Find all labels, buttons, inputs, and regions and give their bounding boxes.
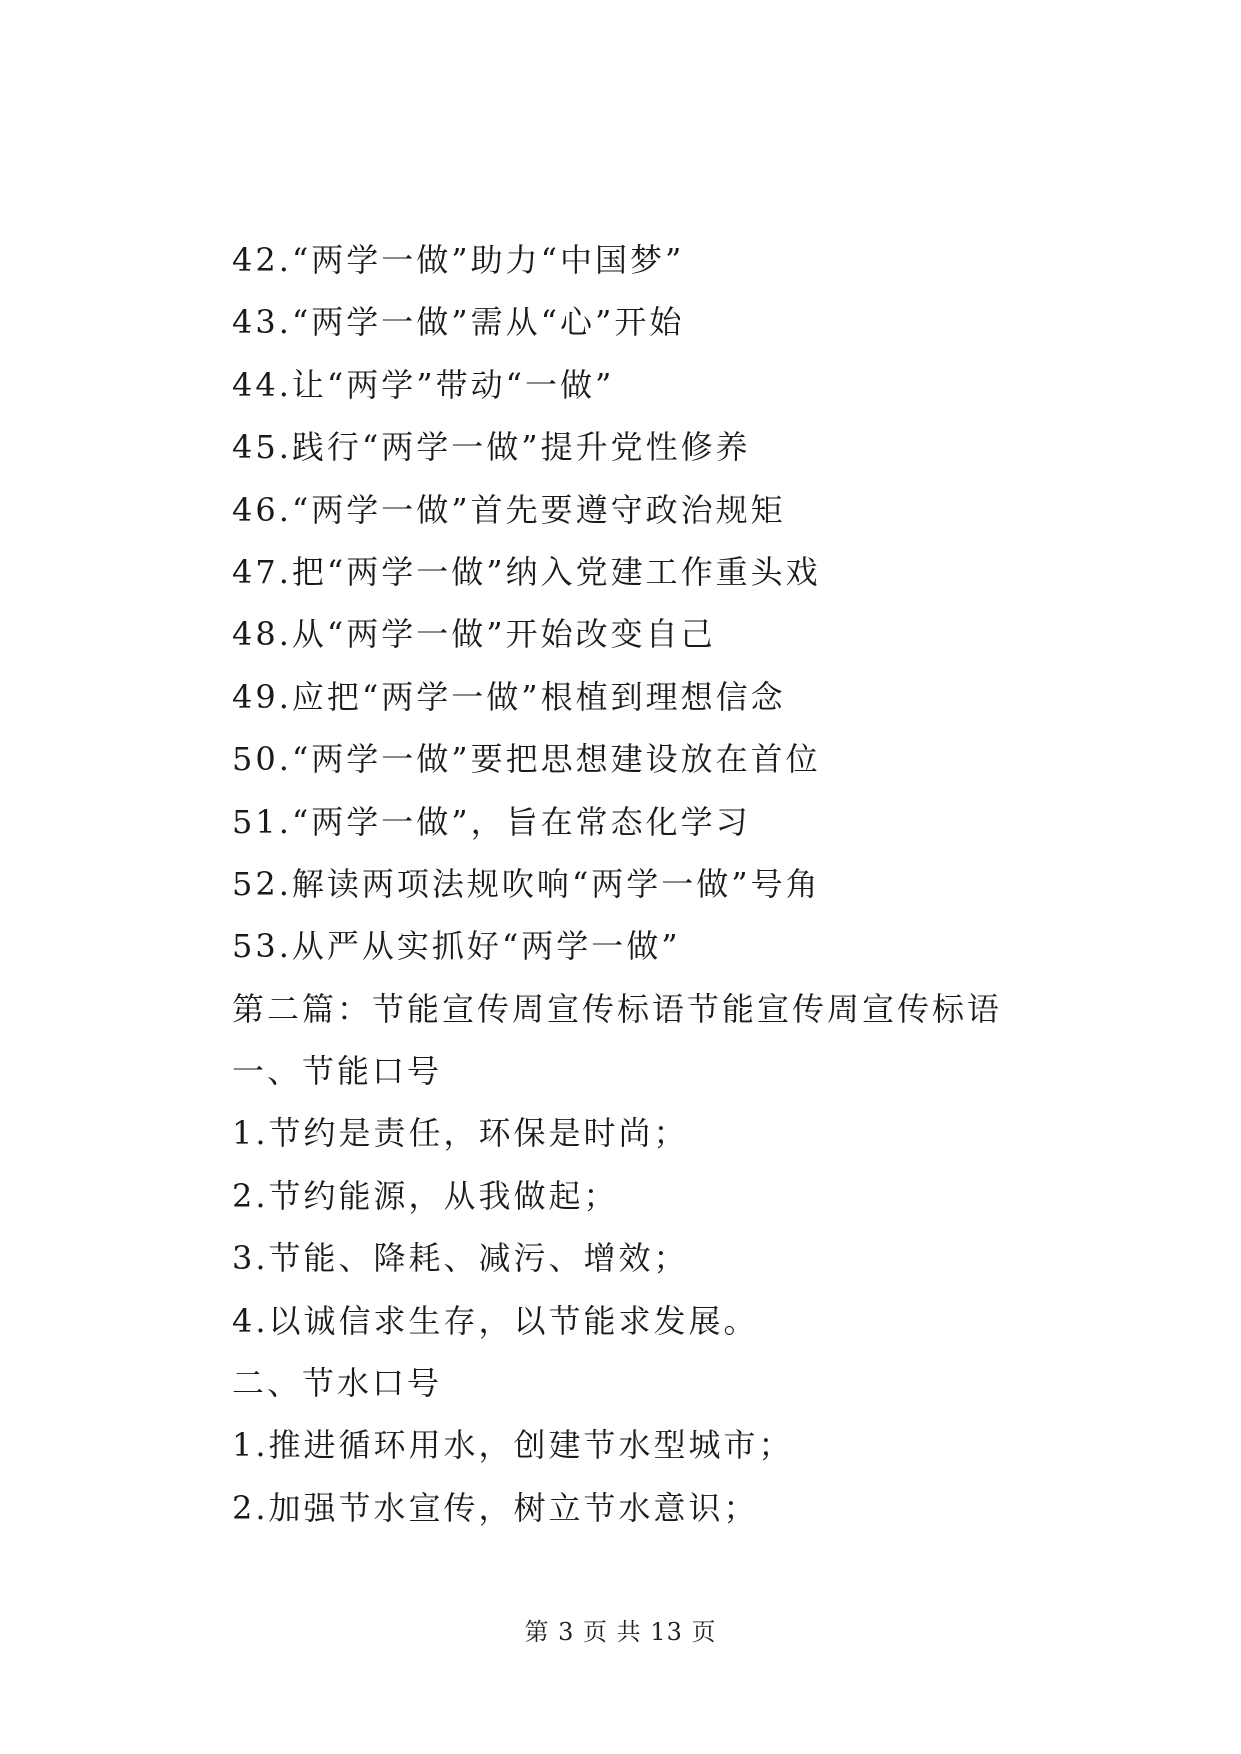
slogan-line-48: 48.从“两学一做”开始改变自己	[232, 615, 716, 654]
slogan-line-46: 46.“两学一做”首先要遵守政治规矩	[232, 490, 786, 529]
slogan-line-43: 43.“两学一做”需从“心”开始	[232, 303, 685, 342]
slogan-line-42: 42.“两学一做”助力“中国梦”	[232, 241, 685, 279]
energy-slogan-3: 3.节能、降耗、减污、增效；	[232, 1239, 689, 1278]
slogan-line-47: 47.把“两学一做”纳入党建工作重头戏	[232, 552, 821, 591]
subheading-water-slogans: 二、节水口号	[232, 1364, 443, 1403]
slogan-line-51: 51.“两学一做”，旨在常态化学习	[232, 802, 751, 841]
energy-slogan-4: 4.以诚信求生存，以节能求发展。	[232, 1301, 759, 1340]
section-heading-part-two: 第二篇：节能宣传周宣传标语节能宣传周宣传标语	[232, 989, 1003, 1028]
slogan-line-44: 44.让“两学”带动“一做”	[232, 365, 615, 404]
energy-slogan-1: 1.节约是责任，环保是时尚；	[232, 1114, 689, 1153]
slogan-line-52: 52.解读两项法规吹响“两学一做”号角	[232, 864, 821, 903]
water-slogan-1: 1.推进循环用水，创建节水型城市；	[232, 1426, 794, 1465]
document-body	[232, 229, 1112, 1539]
slogan-line-45: 45.践行“两学一做”提升党性修养	[232, 428, 751, 467]
subheading-energy-slogans: 一、节能口号	[232, 1052, 443, 1091]
slogan-line-49: 49.应把“两学一做”根植到理想信念	[232, 677, 786, 716]
slogan-line-53: 53.从严从实抓好“两学一做”	[232, 927, 681, 966]
slogan-line-50: 50.“两学一做”要把思想建设放在首位	[232, 740, 821, 779]
page-number-footer: 第 3 页 共 13 页	[524, 1618, 717, 1646]
water-slogan-2: 2.加强节水宣传，树立节水意识；	[232, 1488, 759, 1527]
energy-slogan-2: 2.节约能源，从我做起；	[232, 1176, 619, 1215]
